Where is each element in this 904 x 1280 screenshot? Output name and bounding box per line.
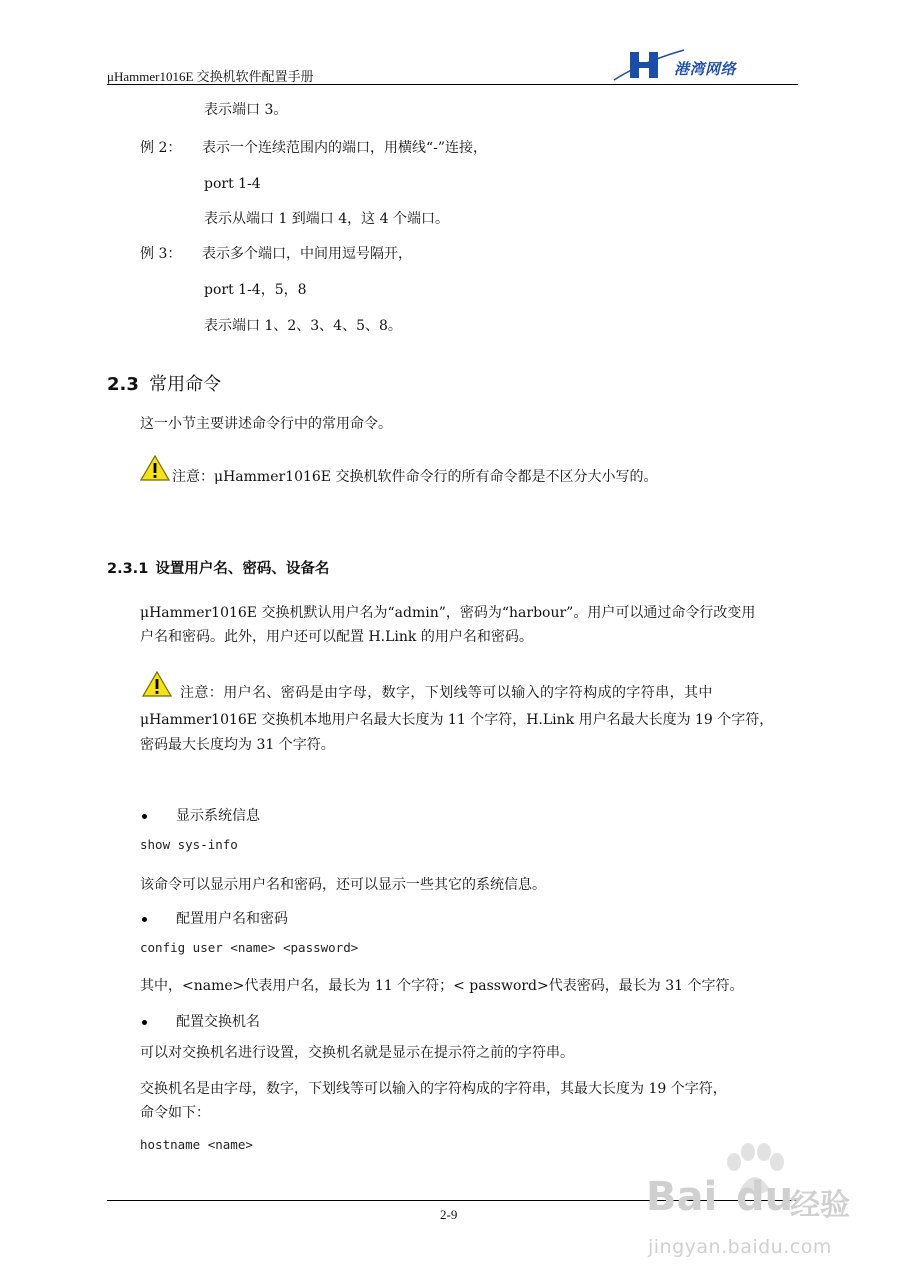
note2-line3: 密码最大长度均为 31 个字符。 [140, 737, 335, 753]
ex2-text: 表示一个连续范围内的端口，用横线“-”连接， [202, 140, 488, 156]
note2-warning-icon [141, 670, 173, 698]
subsection-number: 2.3.1 [107, 561, 149, 577]
ex3-desc: 表示端口 1、2、3、4、5、8。 [204, 318, 402, 334]
code-1: show sys-info [140, 837, 238, 852]
ex3-text: 表示多个端口，中间用逗号隔开， [202, 246, 412, 262]
section-heading [107, 370, 221, 396]
bullet-3-line2: 交换机名是由字母，数字，下划线等可以输入的字符构成的字符串，其最大长度为 19 个字符， [140, 1081, 727, 1097]
page-number: 2-9 [440, 1207, 458, 1222]
ex3-label: 例 3： [140, 246, 182, 262]
section-title: 常用命令 [149, 374, 222, 395]
watermark-cn: 经验 [790, 1188, 850, 1223]
note-warning-icon [139, 454, 171, 482]
bullet-dot [142, 1020, 147, 1025]
logo [612, 44, 802, 84]
ex2-desc: 表示从端口 1 到端口 4，这 4 个端口。 [204, 211, 449, 227]
note2-line1: 注意：用户名、密码是由字母，数字，下划线等可以输入的字符构成的字符串，其中 [180, 685, 713, 701]
bullet-1-desc: 该命令可以显示用户名和密码，还可以显示一些其它的系统信息。 [140, 877, 546, 893]
note-1: 注意：μHammer1016E 交换机软件命令行的所有命令都是不区分大小写的。 [172, 469, 658, 485]
section-intro: 这一小节主要讲述命令行中的常用命令。 [140, 416, 392, 432]
bullet-3-line3: 命令如下： [140, 1105, 210, 1121]
line-port3: 表示端口 3。 [204, 102, 288, 118]
para1-line2: 户名和密码。此外，用户还可以配置 H.Link 的用户名和密码。 [140, 629, 533, 645]
bullet-2-desc: 其中，<name>代表用户名，最长为 11 个字符；< password>代表密码，最长为 31 个字符。 [140, 978, 744, 994]
bullet-2: 配置用户名和密码 [176, 911, 288, 927]
baidu-watermark [640, 1140, 870, 1270]
header-rule [107, 84, 798, 85]
note2-line2: μHammer1016E 交换机本地用户名最大长度为 11 个字符，H.Link 用户名最大长度为 19 个字符， [140, 712, 774, 728]
ex2-code: port 1-4 [204, 176, 261, 192]
subsection-title: 设置用户名、密码、设备名 [155, 560, 330, 577]
watermark-brand-2: du [736, 1174, 794, 1220]
para1-line1: μHammer1016E 交换机默认用户名为“admin”，密码为“harbour”。用户可以通过命令行改变用 [140, 605, 756, 621]
code-2: config user <name> <password> [140, 940, 359, 955]
bullet-dot [142, 917, 147, 922]
section-number: 2.3 [107, 374, 139, 395]
code-3: hostname <name> [140, 1137, 253, 1152]
subsection-heading [107, 557, 329, 578]
bullet-1: 显示系统信息 [176, 808, 260, 824]
logo-text: 港湾网络 [674, 60, 737, 78]
ex2-label: 例 2： [140, 140, 182, 156]
header-title: μHammer1016E 交换机软件配置手册 [107, 69, 314, 84]
bullet-dot [142, 814, 147, 819]
watermark-url: jingyan.baidu.com [648, 1236, 832, 1258]
watermark-brand: Bai [646, 1174, 718, 1220]
bullet-3-line1: 可以对交换机名进行设置，交换机名就是显示在提示符之前的字符串。 [140, 1045, 574, 1061]
bullet-3: 配置交换机名 [176, 1014, 260, 1030]
ex3-code: port 1-4，5，8 [204, 282, 307, 298]
